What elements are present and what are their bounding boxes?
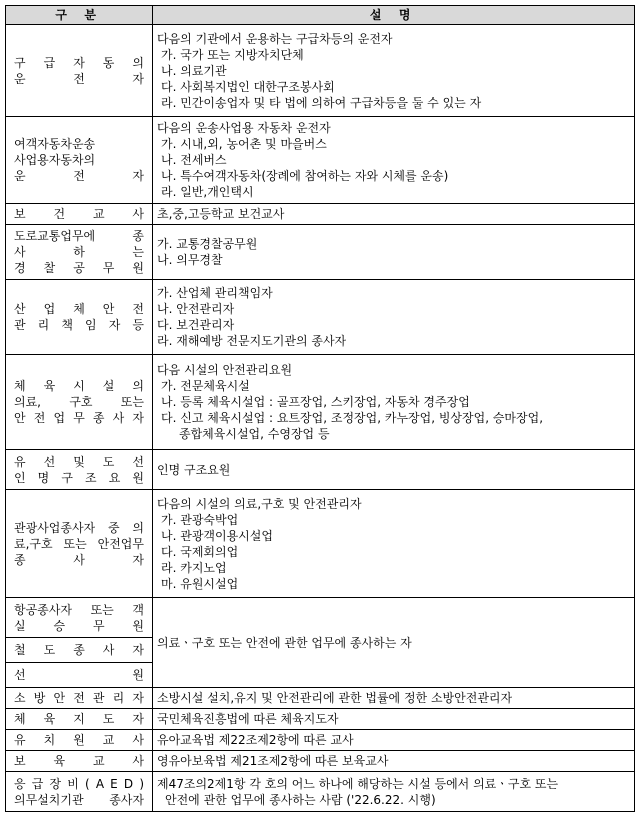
category-line: 료,구호 또는 안전업무 <box>14 536 144 551</box>
category-line: 인 명 구 조 요 원 <box>14 470 144 485</box>
description-line: 라. 일반,개인택시 <box>161 185 254 199</box>
table-row <box>6 730 635 751</box>
category-line: 소 방 안 전 관 리 자 <box>14 691 144 705</box>
category-cell <box>6 355 153 450</box>
category-line: 철 도 종 사 자 <box>14 643 144 657</box>
table-row <box>6 709 635 730</box>
category-cell <box>6 772 153 812</box>
description-line: 라. 민간이송업자 및 타 법에 의하여 구급차등을 둘 수 있는 자 <box>161 95 482 110</box>
category-line: 도로교통업무에 종 <box>14 229 144 243</box>
category-line: 보 건 교 사 <box>14 207 144 221</box>
description-cell <box>153 25 635 117</box>
description-cell <box>153 598 635 688</box>
table-row <box>6 25 635 117</box>
description-cell <box>153 117 635 204</box>
category-cell <box>6 225 153 280</box>
description-line: 나. 전세버스 <box>161 153 227 167</box>
description-cell <box>153 225 635 280</box>
description-line: 가. 국가 또는 지방자치단체 <box>161 47 304 62</box>
description-line: 가. 관광숙박업 <box>161 512 239 527</box>
category-line: 체 육 지 도 자 <box>14 712 144 726</box>
category-line: 관광사업종사자 중 의 <box>14 520 144 535</box>
category-cell <box>6 204 153 225</box>
description-line: 다음의 기관에서 운용하는 구급차등의 운전자 <box>157 31 393 46</box>
category-line: 선 원 <box>14 668 144 682</box>
category-cell <box>6 730 153 751</box>
table-row <box>6 688 635 709</box>
description-line: 나. 등록 체육시설업 : 골프장업, 스키장업, 자동차 경주장업 <box>161 395 470 409</box>
table-row <box>6 490 635 598</box>
description-line: 가. 교통경찰공무원 <box>157 237 258 251</box>
category-line: 안 전 업 무 종 사 자 <box>14 411 144 425</box>
category-cell <box>6 598 153 638</box>
description-line: 가. 산업체 관리책임자 <box>157 286 273 300</box>
category-line: 운 전 자 <box>14 71 144 86</box>
description-line: 다. 사회복지법인 대한구조봉사회 <box>161 79 335 94</box>
category-line: 운 전 자 <box>14 169 144 183</box>
table-row <box>6 450 635 490</box>
category-line: 구 급 자 동 의 <box>14 55 144 70</box>
category-line: 보 육 교 사 <box>14 754 144 768</box>
description-cell <box>153 490 635 598</box>
table-row <box>6 598 635 638</box>
description-line: 나. 의무경찰 <box>157 253 223 267</box>
description-line: 다. 보건관리자 <box>157 318 235 332</box>
category-line: 의무설치기관 종사자 <box>14 792 144 807</box>
description-line: 나. 안전관리자 <box>157 302 235 316</box>
category-line: 사업용자동차의 <box>14 153 96 167</box>
category-line: 산 업 체 안 전 <box>14 302 144 316</box>
description-line: 초,중,고등학교 보건교사 <box>157 207 285 221</box>
description-cell <box>153 772 635 812</box>
description-line: 가. 전문체육시설 <box>161 379 250 393</box>
category-cell <box>6 280 153 355</box>
category-cell <box>6 709 153 730</box>
category-line: 관 리 책 임 자 등 <box>14 318 144 332</box>
description-cell <box>153 709 635 730</box>
category-line: 경 찰 공 무 원 <box>14 261 144 275</box>
description-line: 라. 재해예방 전문지도기관의 종사자 <box>157 334 347 348</box>
description-line: 안전에 관한 업무에 종사하는 사람 ('22.6.22. 시행) <box>165 792 436 807</box>
description-line: 나. 특수여객자동차(장례에 참여하는 자와 시체를 운송) <box>161 169 449 183</box>
description-cell <box>153 730 635 751</box>
description-cell <box>153 204 635 225</box>
definition-table <box>5 5 635 812</box>
description-cell <box>153 450 635 490</box>
description-line: 다. 신고 체육시설업 : 요트장업, 조정장업, 카누장업, 빙상장업, 승마장업, <box>161 411 544 425</box>
description-line: 나. 의료기관 <box>161 63 227 78</box>
table-row <box>6 117 635 204</box>
table-header-row <box>6 6 635 25</box>
category-line: 체 육 시 설 의 <box>14 379 144 393</box>
table-row <box>6 204 635 225</box>
description-cell <box>153 355 635 450</box>
description-line: 소방시설 설치,유지 및 안전관리에 관한 법률에 정한 소방안전관리자 <box>157 691 513 705</box>
category-line: 항공종사자 또는 객 <box>14 602 144 617</box>
description-line: 다음의 시설의 의료,구호 및 안전관리자 <box>157 496 362 511</box>
description-line: 의료ㆍ구호 또는 안전에 관한 업무에 종사하는 자 <box>157 635 412 650</box>
header-description: 설 명 <box>153 6 635 25</box>
category-line: 유 선 및 도 선 <box>14 454 144 469</box>
category-cell <box>6 751 153 772</box>
description-line: 종합체육시설업, 수영장업 등 <box>179 427 330 441</box>
category-line: 여객자동차운송 <box>14 137 96 151</box>
category-cell <box>6 663 153 688</box>
description-line: 국민체육진흥법에 따른 체육지도자 <box>157 712 339 726</box>
category-cell <box>6 450 153 490</box>
description-line: 다음의 운송사업용 자동차 운전자 <box>157 121 331 135</box>
description-line: 다음 시설의 안전관리요원 <box>157 363 293 377</box>
category-cell <box>6 117 153 204</box>
description-line: 라. 카지노업 <box>161 560 227 575</box>
table-row <box>6 280 635 355</box>
category-line: 유 치 원 교 사 <box>14 733 144 747</box>
description-cell <box>153 751 635 772</box>
description-line: 마. 유원시설업 <box>161 576 239 591</box>
description-cell <box>153 280 635 355</box>
table-row <box>6 751 635 772</box>
category-cell <box>6 25 153 117</box>
table-row <box>6 355 635 450</box>
description-line: 나. 관광객이용시설업 <box>161 528 273 543</box>
description-line: 인명 구조요원 <box>157 462 231 477</box>
description-line: 제47조의2제1항 각 호의 어느 하나에 해당하는 시설 등에서 의료ㆍ구호 또는 <box>157 776 559 791</box>
category-cell <box>6 490 153 598</box>
table-row <box>6 225 635 280</box>
category-line: 실 승 무 원 <box>14 618 144 633</box>
description-cell <box>153 688 635 709</box>
description-line: 유아교육법 제22조제2항에 따른 교사 <box>157 733 354 747</box>
category-cell <box>6 688 153 709</box>
category-line: 응 급 장 비 ( A E D ) <box>14 776 144 791</box>
description-line: 다. 국제회의업 <box>161 544 239 559</box>
category-line: 종 사 자 <box>14 552 144 567</box>
category-line: 사 하 는 <box>14 245 144 259</box>
header-category: 구 분 <box>6 6 153 25</box>
table-row <box>6 772 635 812</box>
description-line: 가. 시내,외, 농어촌 및 마을버스 <box>161 137 327 151</box>
description-line: 영유아보육법 제21조제2항에 따른 보육교사 <box>157 754 389 768</box>
category-line: 의료, 구호 또는 <box>14 395 144 409</box>
category-cell <box>6 638 153 663</box>
